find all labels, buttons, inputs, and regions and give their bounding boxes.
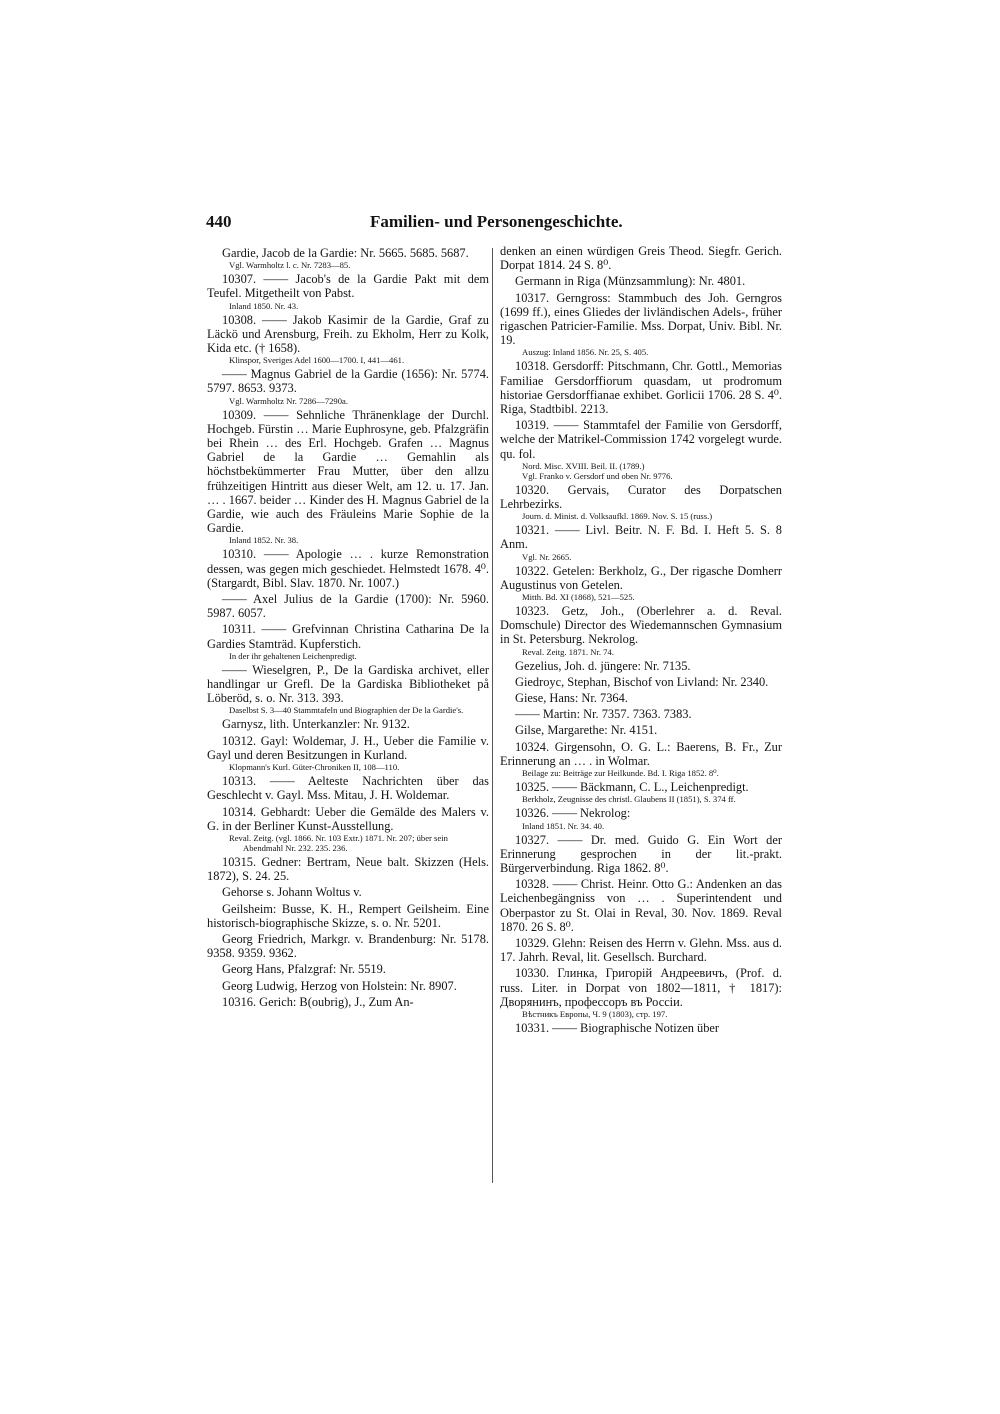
- bibliography-entry: 10309. —— Sehnliche Thränenklage der Durchl. Hochgeb. Fürstin … Marie Euphrosyne, geb. Pfalzgräfin bei Rhein … des Erl. Hochgeb. Grafen … Magnus Gabriel de la Gardie … Gemahlin als höchstbekümmerter Frau Mutter, über den allzu frühzeitigen Hintritt aus dieser Welt, am 12. u. 17. Jan. … . 1667. beider … Kinder des H. Magnus Gabriel de la Gardie, wie auch des Fräuleins Marie Sophie de la Gardie.: [207, 407, 489, 536]
- bibliography-entry: —— Martin: Nr. 7357. 7363. 7383.: [515, 707, 692, 722]
- bibliography-entry: 10313. —— Aelteste Nachrichten über das Geschlecht v. Gayl. Mss. Mitau, J. H. Woldemar.: [207, 774, 489, 803]
- bibliography-entry: Georg Friedrich, Markgr. v. Brandenburg: Nr. 5178. 9358. 9359. 9362.: [207, 931, 489, 961]
- bibliography-entry: 10327. —— Dr. med. Guido G. Ein Wort der Erinnerung gesprochen in der lit.-prakt. Bürgerverbindung. Riga 1862. 8⁰.: [500, 832, 782, 875]
- reference-note: Auszug: Inland 1856. Nr. 25, S. 405.: [522, 347, 649, 358]
- reference-note: Vgl. Warmholtz Nr. 7286—7290a.: [229, 395, 348, 406]
- bibliography-entry: —— Axel Julius de la Gardie (1700): Nr. 5960. 5987. 6057.: [207, 592, 489, 621]
- bibliography-entry: 10324. Girgensohn, O. G. L.: Baerens, B. Fr., Zur Erinnerung an … . in Wolmar.: [500, 739, 782, 768]
- reference-note: Reval. Zeitg. 1871. Nr. 74.: [522, 646, 614, 657]
- reference-note: Vgl. Nr. 2665.: [522, 551, 572, 562]
- bibliography-entry: Garnysz, lith. Unterkanzler: Nr. 9132.: [222, 717, 410, 732]
- bibliography-entry: 10323. Getz, Joh., (Oberlehrer a. d. Reval. Domschule) Director des Wiedemannschen Gymnasium in St. Petersburg. Nekrolog.: [500, 604, 782, 647]
- reference-note: Inland 1850. Nr. 43.: [229, 300, 299, 311]
- bibliography-entry: Gehorse s. Johann Woltus v.: [222, 885, 362, 900]
- column-divider: [492, 248, 493, 1183]
- bibliography-entry: Gardie, Jacob de la Gardie: Nr. 5665. 5685. 5687.: [222, 246, 469, 260]
- reference-note: Klopmann's Kurl. Güter-Chroniken II, 108—110.: [229, 762, 400, 773]
- bibliography-entry: 10329. Glehn: Reisen des Herrn v. Glehn. Mss. aus d. 17. Jahrh. Reval, lit. Gesellsch. Burchard.: [500, 935, 782, 965]
- reference-note: Вѣстникъ Европы, Ч. 9 (1803), стр. 197.: [522, 1008, 668, 1019]
- reference-note: Inland 1851. Nr. 34. 40.: [522, 820, 605, 831]
- bibliography-entry: 10326. —— Nekrolog:: [515, 806, 631, 821]
- bibliography-entry: Geilsheim: Busse, K. H., Rempert Geilsheim. Eine historisch-biographische Skizze, s. o. Nr. 5201.: [207, 901, 489, 930]
- reference-note: Vgl. Warmholtz l. c. Nr. 7283—85.: [229, 260, 351, 271]
- reference-note: Reval. Zeitg. (vgl. 1866. Nr. 103 Extr.) 1871. Nr. 207; über sein Abendmahl Nr. 232. 235. 236.: [229, 832, 448, 853]
- bibliography-entry: —— Magnus Gabriel de la Gardie (1656): Nr. 5774. 5797. 8653. 9373.: [207, 367, 489, 396]
- page-number: 440: [206, 212, 232, 231]
- bibliography-entry: 10328. —— Christ. Heinr. Otto G.: Andenken an das Leichenbegängniss von … . Superintendent und Oberpastor zu St. Olai in Reval, 30. Nov. 1869. Reval 1870. 26 S. 8⁰.: [500, 877, 782, 934]
- bibliography-entry: Giedroyc, Stephan, Bischof von Livland: Nr. 2340.: [515, 674, 769, 689]
- bibliography-entry: 10310. —— Apologie … . kurze Remonstration dessen, was gegen mich geschiedet. Helmstedt 1678. 4⁰. (Stargardt, Bibl. Slav. 1870. Nr. 1007.): [207, 547, 489, 590]
- reference-note: Vgl. Franko v. Gersdorf und oben Nr. 9776.: [522, 470, 673, 481]
- bibliography-entry: 10312. Gayl: Woldemar, J. H., Ueber die Familie v. Gayl und deren Besitzungen in Kurland.: [207, 733, 489, 762]
- bibliography-entry: denken an einen würdigen Greis Theod. Siegfr. Gerich. Dorpat 1814. 24 S. 8⁰.: [500, 244, 782, 273]
- running-title: Familien- und Personengeschichte.: [370, 212, 623, 231]
- bibliography-entry: 10316. Gerich: B(oubrig), J., Zum An-: [222, 994, 414, 1009]
- reference-note: Inland 1852. Nr. 38.: [229, 535, 299, 546]
- right-column: [500, 244, 782, 1035]
- bibliography-entry: 10308. —— Jakob Kasimir de la Gardie, Graf zu Läckö und Arensburg, Freih. zu Ekholm, Herr zu Kolk, Kida etc. († 1658).: [207, 312, 489, 356]
- reference-note: Klinspor, Sveriges Adel 1600—1700. I, 441—461.: [229, 355, 405, 366]
- bibliography-entry: 10320. Gervais, Curator des Dorpatschen Lehrbezirks.: [500, 482, 782, 512]
- reference-note: Nord. Misc. XVIII. Beil. II. (1789.): [522, 460, 645, 471]
- bibliography-entry: 10322. Getelen: Berkholz, G., Der rigasche Domherr Augustinus von Getelen.: [500, 563, 782, 592]
- bibliography-entry: 10307. —— Jacob's de la Gardie Pakt mit dem Teufel. Mitgetheilt von Pabst.: [207, 272, 489, 301]
- bibliography-entry: 10321. —— Livl. Beitr. N. F. Bd. I. Heft 5. S. 8 Anm.: [500, 523, 782, 552]
- bibliography-entry: Georg Ludwig, Herzog von Holstein: Nr. 8907.: [222, 978, 457, 993]
- bibliography-entry: Gilse, Margarethe: Nr. 4151.: [515, 723, 658, 738]
- bibliography-entry: 10317. Gerngross: Stammbuch des Joh. Gerngros (1699 ff.), eines Gliedes der livländischen Adels-, früher rigaschen Patricier-Familie. Mss. Dorpat, Univ. Bibl. Nr. 19.: [500, 290, 782, 348]
- bibliography-entry: Germann in Riga (Münzsammlung): Nr. 4801.: [515, 274, 746, 289]
- bibliography-entry: 10330. Глинка, Григорій Андреевичъ, (Prof. d. russ. Liter. in Dorpat von 1802—1811, † 1817): Дворянинъ, профессоръ въ Россіи.: [500, 966, 782, 1009]
- reference-note: In der ihr gehaltenen Leichenpredigt.: [229, 650, 357, 661]
- bibliography-entry: Gezelius, Joh. d. jüngere: Nr. 7135.: [515, 658, 691, 673]
- bibliography-entry: —— Wieselgren, P., De la Gardiska archivet, eller handlingar ur Grefl. De la Gardiska Bibliotheket på Löberöd, s. o. Nr. 313. 393.: [207, 662, 489, 706]
- bibliography-entry: 10331. —— Biographische Notizen über: [515, 1020, 720, 1035]
- bibliography-entry: 10325. —— Bäckmann, C. L., Leichenpredigt.: [515, 780, 749, 795]
- reference-note: Berkholz, Zeugnisse des christl. Glaubens II (1851), S. 374 ff.: [522, 794, 736, 805]
- reference-note: Daselbst S. 3—40 Stammtafeln und Biographien der De la Gardie's.: [229, 705, 464, 716]
- bibliography-entry: 10315. Gedner: Bertram, Neue balt. Skizzen (Hels. 1872), S. 24. 25.: [207, 854, 489, 884]
- left-column: [207, 244, 489, 1009]
- bibliography-entry: 10319. —— Stammtafel der Familie von Gersdorff, welche der Matrikel-Commission 1742 vorgelegt wurde. qu. fol.: [500, 418, 782, 461]
- reference-note: Journ. d. Minist. d. Volksaufkl. 1869. Nov. S. 15 (russ.): [522, 511, 713, 522]
- bibliography-entry: 10318. Gersdorff: Pitschmann, Chr. Gottl., Memorias Familiae Gersdorffiorum quasdam, ut prodromum historiae Gersdorffianae exhibet. Gorlicii 1706. 28 S. 4⁰. Riga, Stadtbibl. 2213.: [500, 359, 782, 417]
- bibliography-entry: 10311. —— Grefvinnan Christina Catharina De la Gardies Stamträd. Kupferstich.: [207, 622, 489, 651]
- reference-note: Beilage zu: Beiträge zur Heilkunde. Bd. I. Riga 1852. 8⁰.: [522, 768, 719, 779]
- reference-note: Mitth. Bd. XI (1868), 521—525.: [522, 592, 635, 603]
- bibliography-entry: 10314. Gebhardt: Ueber die Gemälde des Malers v. G. in der Berliner Kunst-Ausstellung.: [207, 804, 489, 833]
- bibliography-entry: Georg Hans, Pfalzgraf: Nr. 5519.: [222, 962, 386, 977]
- bibliography-entry: Giese, Hans: Nr. 7364.: [515, 691, 628, 706]
